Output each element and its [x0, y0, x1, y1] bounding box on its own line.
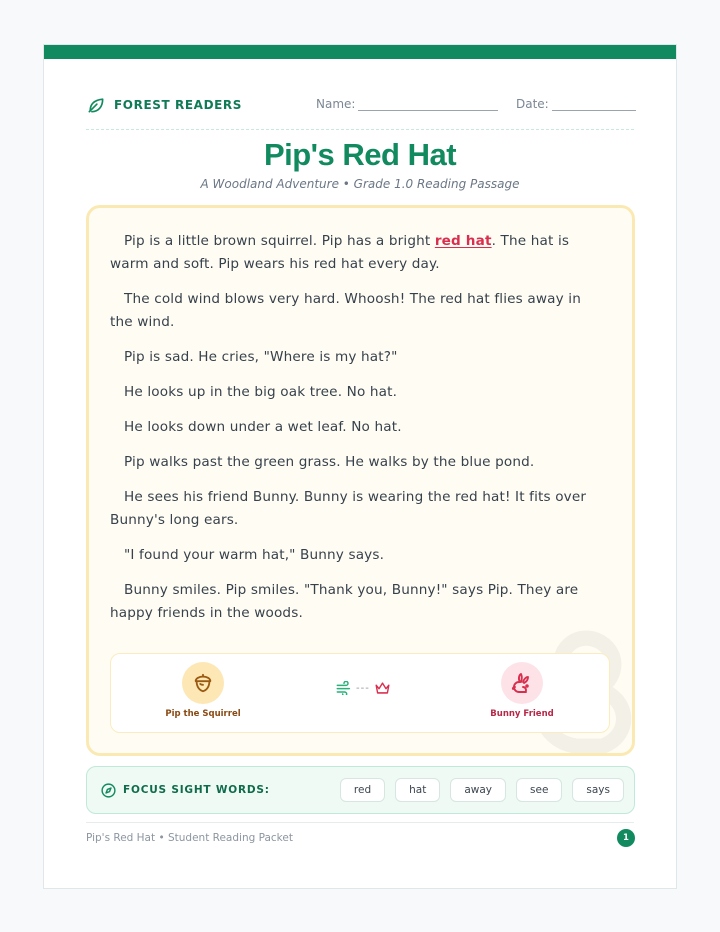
- name-label: Name:: [316, 97, 356, 111]
- story-text-run: . The hat is warm and soft. Pip wears his red hat every day.: [110, 233, 570, 272]
- footer-divider: [86, 822, 634, 823]
- sight-word-list: [340, 778, 624, 802]
- story-paragraph: He sees his friend Bunny. Bunny is wearing the red hat! It fits over Bunny's long ears.: [110, 489, 587, 528]
- story-paragraph: "I found your warm hat," Bunny says.: [124, 547, 385, 563]
- bunny-avatar: [501, 662, 543, 704]
- date-line[interactable]: [552, 98, 636, 111]
- story-box: [86, 205, 635, 756]
- character-card: [110, 653, 610, 733]
- story-text-run: Pip is a little brown squirrel. Pip has a bright: [124, 233, 435, 249]
- worksheet-page: [43, 44, 677, 889]
- character-label: Bunny Friend: [490, 709, 554, 719]
- rabbit-icon: [510, 671, 534, 695]
- story-text: [110, 230, 608, 637]
- story-paragraph: [110, 230, 608, 276]
- character-bunny: [467, 662, 577, 719]
- squirrel-avatar: [182, 662, 224, 704]
- story-paragraph: He looks up in the big oak tree. No hat.: [124, 384, 398, 400]
- brand-name: FOREST READERS: [114, 98, 243, 112]
- character-label: Pip the Squirrel: [165, 709, 241, 719]
- name-field[interactable]: [316, 97, 498, 111]
- sight-word-chip: says: [572, 778, 624, 802]
- link-dashes: ---: [356, 682, 370, 694]
- footer-text: Pip's Red Hat • Student Reading Packet: [86, 832, 293, 844]
- character-link: [336, 681, 391, 695]
- header-divider: [86, 129, 634, 130]
- story-paragraph: Bunny smiles. Pip smiles. "Thank you, Bunny!" says Pip. They are happy friends in the woods.: [110, 582, 579, 621]
- worksheet-header: [86, 95, 634, 115]
- date-field[interactable]: [516, 97, 636, 111]
- focus-words-box: [86, 766, 635, 814]
- story-paragraph: He looks down under a wet leaf. No hat.: [124, 419, 402, 435]
- top-accent-bar: [44, 45, 676, 59]
- sight-word-chip: red: [340, 778, 385, 802]
- leaf-icon: [86, 95, 106, 115]
- story-paragraph: The cold wind blows very hard. Whoosh! The red hat flies away in the wind.: [110, 291, 581, 330]
- sight-word-chip: hat: [395, 778, 440, 802]
- page-title: Pip's Red Hat: [263, 137, 457, 172]
- highlighted-word: red hat: [434, 233, 492, 249]
- character-pip: [148, 662, 258, 719]
- story-paragraph: Pip walks past the green grass. He walks by the blue pond.: [124, 454, 535, 470]
- story-paragraph: Pip is sad. He cries, "Where is my hat?": [124, 349, 398, 365]
- compass-icon: [100, 782, 117, 799]
- focus-label: FOCUS SIGHT WORDS:: [123, 784, 270, 796]
- acorn-icon: [192, 672, 214, 694]
- sight-word-chip: see: [516, 778, 562, 802]
- date-label: Date:: [516, 97, 549, 111]
- page-number-badge: 1: [617, 829, 635, 847]
- crown-icon: [374, 681, 391, 695]
- page-subtitle: A Woodland Adventure • Grade 1.0 Reading Passage: [200, 177, 520, 191]
- wind-icon: [336, 681, 352, 695]
- brand: [86, 95, 242, 115]
- name-line[interactable]: [358, 98, 498, 111]
- sight-word-chip: away: [450, 778, 506, 802]
